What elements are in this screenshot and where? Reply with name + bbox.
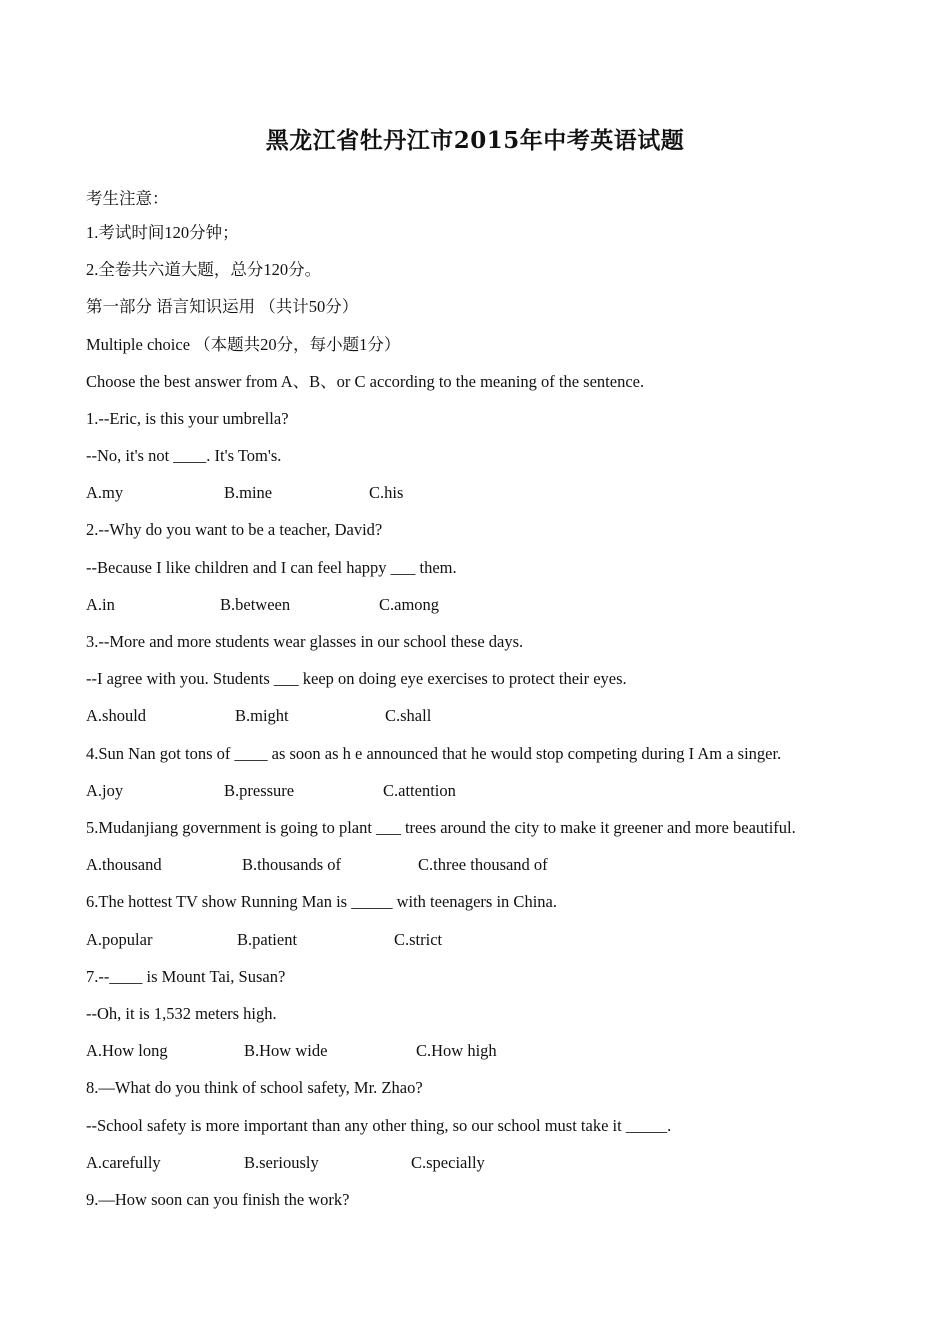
option-b: B.How wide	[244, 1041, 328, 1060]
question-3-response: --I agree with you. Students ___ keep on doing eye exercises to protect their eyes.	[86, 669, 627, 688]
option-b: B.might	[235, 706, 289, 725]
section-heading: Multiple choice （本题共20分，每小题1分）	[86, 335, 401, 354]
question-9: 9.—How soon can you finish the work?	[86, 1190, 350, 1209]
option-c: C.among	[379, 595, 440, 614]
question-8-response: --School safety is more important than any other thing, so our school must take it _____.	[86, 1116, 672, 1135]
option-c: C.three thousand of	[418, 855, 548, 874]
question-3: 3.--More and more students wear glasses in our school these days.	[86, 632, 524, 651]
question-8: 8.—What do you think of school safety, Mr. Zhao?	[86, 1078, 423, 1097]
question-7: 7.--____ is Mount Tai, Susan?	[86, 967, 286, 986]
option-c: C.How high	[416, 1041, 497, 1060]
notice-heading: 考生注意：	[86, 189, 169, 208]
option-b: B.mine	[224, 483, 273, 502]
option-b: B.seriously	[244, 1153, 319, 1172]
part-heading: 第一部分 语言知识运用 （共计50分）	[86, 297, 359, 316]
option-a: A.How long	[86, 1041, 168, 1060]
option-a: A.my	[86, 483, 124, 502]
option-c: C.attention	[383, 781, 456, 800]
option-a: A.should	[86, 706, 147, 725]
option-b: B.between	[220, 595, 291, 614]
option-b: B.thousands of	[242, 855, 341, 874]
notice-item-1: 1.考试时间120分钟；	[86, 223, 239, 242]
option-a: A.thousand	[86, 855, 162, 874]
option-a: A.joy	[86, 781, 124, 800]
question-2-response: --Because I like children and I can feel happy ___ them.	[86, 558, 457, 577]
question-1-response: --No, it's not ____. It's Tom's.	[86, 446, 282, 465]
instruction: Choose the best answer from A、B、or C according to the meaning of the sentence.	[86, 372, 645, 391]
option-c: C.strict	[394, 930, 443, 949]
option-c: C.his	[369, 483, 404, 502]
question-4: 4.Sun Nan got tons of ____ as soon as h e announced that he would stop competing during I Am a singer.	[86, 744, 782, 763]
option-a: A.in	[86, 595, 115, 614]
option-c: C.shall	[385, 706, 432, 725]
option-b: B.pressure	[224, 781, 295, 800]
question-6: 6.The hottest TV show Running Man is _____ with teenagers in China.	[86, 892, 557, 911]
notice-item-2: 2.全卷共六道大题，总分120分。	[86, 260, 322, 279]
option-b: B.patient	[237, 930, 298, 949]
page-title: 黑龙江省牡丹江市2015年中考英语试题	[265, 127, 685, 154]
question-2: 2.--Why do you want to be a teacher, David?	[86, 520, 383, 539]
option-a: A.carefully	[86, 1153, 161, 1172]
question-7-response: --Oh, it is 1,532 meters high.	[86, 1004, 277, 1023]
question-1: 1.--Eric, is this your umbrella?	[86, 409, 289, 428]
option-c: C.specially	[411, 1153, 485, 1172]
option-a: A.popular	[86, 930, 153, 949]
question-5: 5.Mudanjiang government is going to plant ___ trees around the city to make it greener and more beautiful.	[86, 818, 796, 837]
